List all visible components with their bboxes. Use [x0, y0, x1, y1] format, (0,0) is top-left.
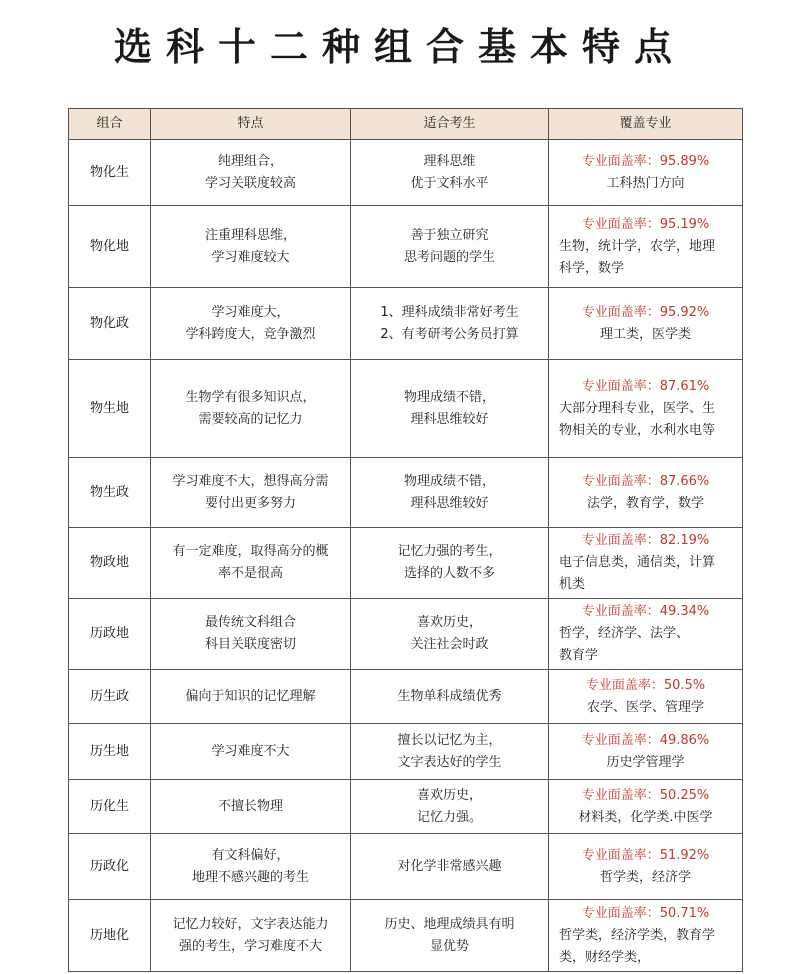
table-row: [69, 528, 743, 599]
feature-cell: 注重理科思维， 学习难度较大: [151, 206, 351, 288]
combo-cell: 物生地: [69, 360, 151, 458]
header-feature: 特点: [151, 109, 351, 140]
feature-cell: 学习难度不大，想得高分需 要付出更多努力: [151, 458, 351, 528]
feature-cell: 记忆力较好，文字表达能力 强的考生，学习难度不大: [151, 900, 351, 972]
student-cell: 喜欢历史， 记忆力强。: [351, 780, 549, 834]
feature-cell: 生物学有很多知识点， 需要较高的记忆力: [151, 360, 351, 458]
major-list: 材料类，化学类.中医学: [578, 809, 713, 825]
combo-cell: 物生政: [69, 458, 151, 528]
coverage-rate: 专业面盖率：95.89%: [581, 153, 710, 169]
major-list: 大部分理科专业，医学、生 物相关的专业，水利水电等: [559, 400, 716, 438]
coverage-rate: 专业面盖率：50.25%: [581, 787, 710, 803]
student-cell: 记忆力强的考生， 选择的人数不多: [351, 528, 549, 599]
page-title: 选科十二种组合基本特点: [113, 25, 686, 69]
table-row: [69, 670, 743, 724]
student-cell: 理科思维 优于文科水平: [351, 140, 549, 206]
majors-cell: [549, 140, 743, 206]
coverage-rate: 专业面盖率：51.92%: [581, 847, 710, 863]
feature-cell: 最传统文科组合 科目关联度密切: [151, 599, 351, 670]
table-row: [69, 724, 743, 780]
majors-cell: [549, 360, 743, 458]
student-cell: 历史、地理成绩具有明 显优势: [351, 900, 549, 972]
combination-table: [68, 108, 743, 972]
majors-cell: [549, 780, 743, 834]
major-list: 理工类，医学类: [599, 326, 691, 342]
major-list: 历史学管理学: [606, 754, 685, 770]
majors-cell: [549, 458, 743, 528]
student-cell: 物理成绩不错， 理科思维较好: [351, 360, 549, 458]
combo-cell: 物化地: [69, 206, 151, 288]
majors-cell: [549, 724, 743, 780]
major-list: 哲学，经济学、法学、 教育学: [559, 626, 690, 663]
feature-cell: 不擅长物理: [151, 780, 351, 834]
header-combo: 组合: [69, 109, 151, 140]
major-list: 电子信息类，通信类，计算 机类: [559, 555, 716, 592]
student-cell: 善于独立研究 思考问题的学生: [351, 206, 549, 288]
feature-cell: 学习难度大， 学科跨度大，竞争激烈: [151, 288, 351, 360]
coverage-rate: 专业面盖率：95.92%: [581, 304, 710, 320]
table-header-row: [69, 109, 743, 140]
combo-cell: 历生地: [69, 724, 151, 780]
coverage-rate: 专业面盖率：49.86%: [581, 732, 710, 748]
coverage-rate: 专业面盖率：87.61%: [581, 378, 710, 394]
table-row: [69, 780, 743, 834]
coverage-rate: 专业面盖率：95.19%: [581, 216, 710, 232]
combo-cell: 物化政: [69, 288, 151, 360]
majors-cell: [549, 670, 743, 724]
coverage-rate: 专业面盖率：49.34%: [581, 604, 710, 619]
majors-cell: [549, 206, 743, 288]
major-list: 农学、医学、管理学: [586, 699, 704, 715]
combo-cell: 物化生: [69, 140, 151, 206]
combo-cell: 物政地: [69, 528, 151, 599]
feature-cell: 偏向于知识的记忆理解: [151, 670, 351, 724]
major-list: 法学，教育学，数学: [586, 495, 704, 511]
header-majors: 覆盖专业: [549, 109, 743, 140]
feature-cell: 有文科偏好， 地理不感兴趣的考生: [151, 834, 351, 900]
table-row: [69, 599, 743, 670]
student-cell: 对化学非常感兴趣: [351, 834, 549, 900]
combo-cell: 历生政: [69, 670, 151, 724]
coverage-rate: 专业面盖率：50.71%: [581, 905, 710, 921]
coverage-rate: 专业面盖率：82.19%: [581, 533, 710, 548]
feature-cell: 学习难度不大: [151, 724, 351, 780]
table-row: [69, 834, 743, 900]
student-cell: 1、理科成绩非常好考生 2、有考研考公务员打算: [351, 288, 549, 360]
feature-cell: 有一定难度，取得高分的概 率不是很高: [151, 528, 351, 599]
major-list: 生物，统计学，农学，地理 科学，数学: [559, 238, 716, 276]
student-cell: 喜欢历史， 关注社会时政: [351, 599, 549, 670]
table-row: [69, 206, 743, 288]
majors-cell: [549, 900, 743, 972]
feature-cell: 纯理组合， 学习关联度较高: [151, 140, 351, 206]
header-student: 适合考生: [351, 109, 549, 140]
student-cell: 擅长以记忆为主， 文字表达好的学生: [351, 724, 549, 780]
major-list: 哲学类，经济学类，教育学 类，财经学类，: [559, 927, 716, 965]
major-list: 工科热门方向: [606, 175, 685, 191]
coverage-rate: 专业面盖率：87.66%: [581, 473, 710, 489]
majors-cell: [549, 599, 743, 670]
student-cell: 生物单科成绩优秀: [351, 670, 549, 724]
combo-cell: 历政化: [69, 834, 151, 900]
majors-cell: [549, 528, 743, 599]
coverage-rate: 专业面盖率：50.5%: [585, 677, 706, 693]
majors-cell: [549, 834, 743, 900]
combo-cell: 历政地: [69, 599, 151, 670]
combo-cell: 历化生: [69, 780, 151, 834]
majors-cell: [549, 288, 743, 360]
table-row: [69, 288, 743, 360]
major-list: 哲学类，经济学: [599, 869, 691, 885]
table-row: [69, 140, 743, 206]
student-cell: 物理成绩不错， 理科思维较好: [351, 458, 549, 528]
table-row: [69, 360, 743, 458]
table-row: [69, 900, 743, 972]
table-row: [69, 458, 743, 528]
combo-cell: 历地化: [69, 900, 151, 972]
